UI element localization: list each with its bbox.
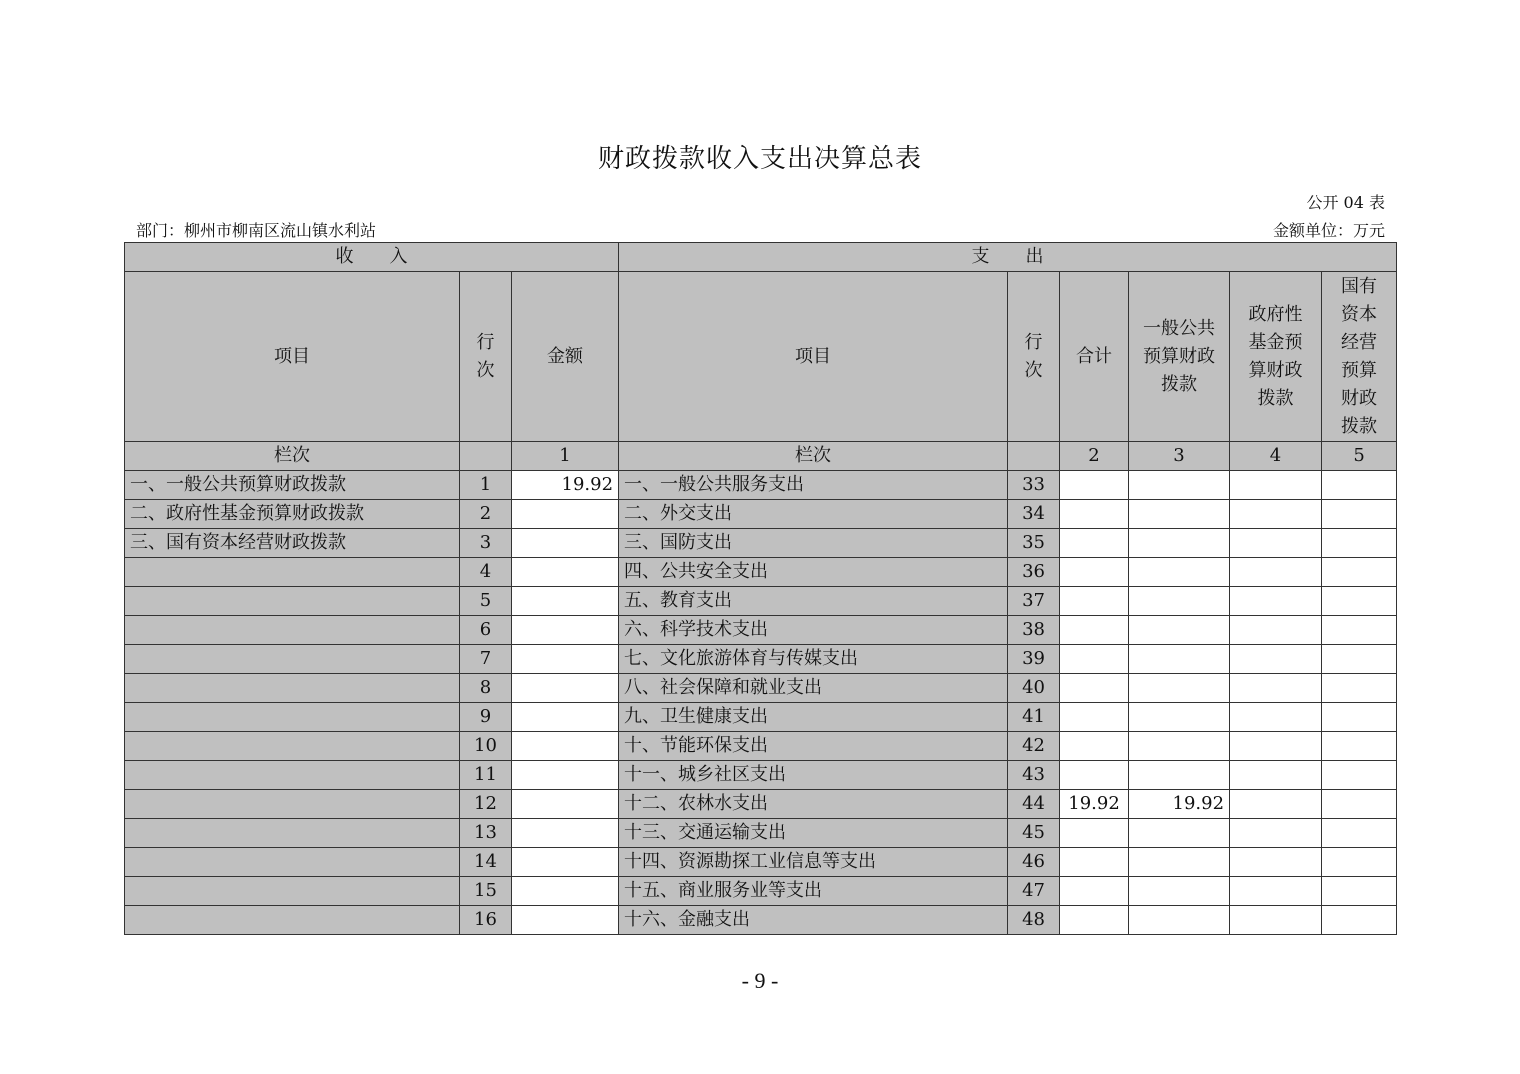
total-cell: 19.92 (1060, 790, 1129, 819)
expense-row-no-cell: 47 (1008, 877, 1060, 906)
income-item-cell: 三、国有资本经营财政拨款 (125, 529, 460, 558)
gov-fund-cell (1230, 703, 1322, 732)
state-capital-cell (1322, 761, 1397, 790)
state-capital-cell (1322, 703, 1397, 732)
state-capital-cell (1322, 732, 1397, 761)
income-item-cell (125, 877, 460, 906)
general-budget-cell (1129, 674, 1230, 703)
col-gov-fund: 政府性基金预算财政拨款 (1230, 272, 1322, 442)
expense-row-no-cell: 40 (1008, 674, 1060, 703)
table-row (125, 471, 1397, 500)
general-budget-cell (1129, 732, 1230, 761)
col-income-item: 项目 (125, 272, 460, 442)
gov-fund-cell (1230, 500, 1322, 529)
income-row-no-cell: 14 (460, 848, 512, 877)
total-cell (1060, 703, 1129, 732)
general-budget-cell (1129, 587, 1230, 616)
gov-fund-cell (1230, 906, 1322, 935)
expense-row-no-cell: 48 (1008, 906, 1060, 935)
gov-fund-cell (1230, 616, 1322, 645)
table-row (125, 616, 1397, 645)
expense-item-cell: 二、外交支出 (619, 500, 1008, 529)
table-row (125, 558, 1397, 587)
expense-item-cell: 十五、商业服务业等支出 (619, 877, 1008, 906)
expense-item-cell: 十四、资源勘探工业信息等支出 (619, 848, 1008, 877)
income-amount-cell (512, 761, 619, 790)
income-row-no-cell: 11 (460, 761, 512, 790)
gov-fund-cell (1230, 761, 1322, 790)
income-item-cell (125, 587, 460, 616)
budget-summary-table (124, 242, 1397, 935)
income-amount-cell (512, 906, 619, 935)
state-capital-cell (1322, 877, 1397, 906)
income-amount-cell (512, 732, 619, 761)
col-income-row-no: 行次 (460, 272, 512, 442)
state-capital-cell (1322, 471, 1397, 500)
expense-item-cell: 八、社会保障和就业支出 (619, 674, 1008, 703)
gov-fund-cell (1230, 790, 1322, 819)
total-cell (1060, 558, 1129, 587)
total-cell (1060, 819, 1129, 848)
gov-fund-cell (1230, 558, 1322, 587)
expense-item-cell: 一、一般公共服务支出 (619, 471, 1008, 500)
col-expense-row-no: 行次 (1008, 272, 1060, 442)
income-amount-cell (512, 587, 619, 616)
income-row-no-cell: 2 (460, 500, 512, 529)
page-number: - 9 - (741, 968, 779, 993)
page-bottom-margin (0, 935, 1520, 1074)
expense-item-cell: 十二、农林水支出 (619, 790, 1008, 819)
total-cell (1060, 645, 1129, 674)
table-row (125, 877, 1397, 906)
expense-item-cell: 十三、交通运输支出 (619, 819, 1008, 848)
income-item-cell (125, 761, 460, 790)
income-row-no-cell: 13 (460, 819, 512, 848)
expense-item-cell: 十六、金融支出 (619, 906, 1008, 935)
table-row (125, 761, 1397, 790)
income-amount-cell (512, 529, 619, 558)
lanci-expense-row-no (1008, 442, 1060, 471)
income-amount-cell (512, 703, 619, 732)
table-row (125, 529, 1397, 558)
income-row-no-cell: 15 (460, 877, 512, 906)
expense-item-cell: 七、文化旅游体育与传媒支出 (619, 645, 1008, 674)
state-capital-cell (1322, 587, 1397, 616)
lanci-income-label: 栏次 (125, 442, 460, 471)
lanci-state: 5 (1322, 442, 1397, 471)
column-header-row (125, 272, 1397, 442)
gov-fund-cell (1230, 819, 1322, 848)
state-capital-cell (1322, 819, 1397, 848)
income-row-no-cell: 3 (460, 529, 512, 558)
table-row (125, 674, 1397, 703)
table-row (125, 906, 1397, 935)
total-cell (1060, 674, 1129, 703)
gov-fund-cell (1230, 848, 1322, 877)
state-capital-cell (1322, 906, 1397, 935)
expense-row-no-cell: 41 (1008, 703, 1060, 732)
income-amount-cell (512, 616, 619, 645)
col-state-capital: 国有资本经营预算财政拨款 (1322, 272, 1397, 442)
lanci-income-amount: 1 (512, 442, 619, 471)
total-cell (1060, 906, 1129, 935)
lanci-fund: 4 (1230, 442, 1322, 471)
form-number: 公开 04 表 (1306, 193, 1385, 212)
lanci-expense-label: 栏次 (619, 442, 1008, 471)
income-row-no-cell: 16 (460, 906, 512, 935)
income-row-no-cell: 1 (460, 471, 512, 500)
expense-row-no-cell: 38 (1008, 616, 1060, 645)
table-row (125, 848, 1397, 877)
expense-row-no-cell: 44 (1008, 790, 1060, 819)
general-budget-cell (1129, 906, 1230, 935)
expense-item-cell: 六、科学技术支出 (619, 616, 1008, 645)
income-row-no-cell: 12 (460, 790, 512, 819)
col-income-amount: 金额 (512, 272, 619, 442)
expense-row-no-cell: 35 (1008, 529, 1060, 558)
income-item-cell (125, 674, 460, 703)
lanci-income-row-no (460, 442, 512, 471)
page-title: 财政拨款收入支出决算总表 (597, 144, 922, 174)
income-section-header: 收 入 (125, 243, 619, 272)
total-cell (1060, 529, 1129, 558)
income-item-cell (125, 645, 460, 674)
total-cell (1060, 471, 1129, 500)
income-amount-cell: 19.92 (512, 471, 619, 500)
expense-row-no-cell: 36 (1008, 558, 1060, 587)
income-item-cell: 一、一般公共预算财政拨款 (125, 471, 460, 500)
expense-row-no-cell: 34 (1008, 500, 1060, 529)
income-amount-cell (512, 558, 619, 587)
income-row-no-cell: 10 (460, 732, 512, 761)
state-capital-cell (1322, 848, 1397, 877)
income-amount-cell (512, 877, 619, 906)
expense-item-cell: 四、公共安全支出 (619, 558, 1008, 587)
state-capital-cell (1322, 790, 1397, 819)
expense-row-no-cell: 42 (1008, 732, 1060, 761)
state-capital-cell (1322, 529, 1397, 558)
state-capital-cell (1322, 500, 1397, 529)
income-amount-cell (512, 790, 619, 819)
income-item-cell (125, 819, 460, 848)
general-budget-cell (1129, 500, 1230, 529)
amount-unit-label: 金额单位：万元 (1272, 221, 1385, 240)
table-row (125, 703, 1397, 732)
income-row-no-cell: 6 (460, 616, 512, 645)
table-row (125, 645, 1397, 674)
income-row-no-cell: 5 (460, 587, 512, 616)
expense-item-cell: 三、国防支出 (619, 529, 1008, 558)
total-cell (1060, 877, 1129, 906)
general-budget-cell (1129, 529, 1230, 558)
table-row (125, 732, 1397, 761)
income-item-cell (125, 558, 460, 587)
income-row-no-cell: 9 (460, 703, 512, 732)
col-total: 合计 (1060, 272, 1129, 442)
gov-fund-cell (1230, 645, 1322, 674)
income-item-cell (125, 848, 460, 877)
general-budget-cell: 19.92 (1129, 790, 1230, 819)
col-general-budget: 一般公共预算财政拨款 (1129, 272, 1230, 442)
general-budget-cell (1129, 616, 1230, 645)
total-cell (1060, 587, 1129, 616)
state-capital-cell (1322, 558, 1397, 587)
gov-fund-cell (1230, 732, 1322, 761)
gov-fund-cell (1230, 587, 1322, 616)
income-item-cell (125, 703, 460, 732)
total-cell (1060, 732, 1129, 761)
general-budget-cell (1129, 471, 1230, 500)
table-row (125, 790, 1397, 819)
expense-row-no-cell: 45 (1008, 819, 1060, 848)
department-label: 部门：柳州市柳南区流山镇水利站 (136, 221, 377, 240)
expense-item-cell: 十一、城乡社区支出 (619, 761, 1008, 790)
gov-fund-cell (1230, 529, 1322, 558)
table-row (125, 500, 1397, 529)
expense-item-cell: 十、节能环保支出 (619, 732, 1008, 761)
income-amount-cell (512, 848, 619, 877)
general-budget-cell (1129, 558, 1230, 587)
income-item-cell (125, 616, 460, 645)
table-row (125, 819, 1397, 848)
total-cell (1060, 500, 1129, 529)
expense-item-cell: 五、教育支出 (619, 587, 1008, 616)
gov-fund-cell (1230, 674, 1322, 703)
general-budget-cell (1129, 703, 1230, 732)
income-item-cell: 二、政府性基金预算财政拨款 (125, 500, 460, 529)
expense-row-no-cell: 46 (1008, 848, 1060, 877)
lanci-general: 3 (1129, 442, 1230, 471)
general-budget-cell (1129, 819, 1230, 848)
income-row-no-cell: 8 (460, 674, 512, 703)
state-capital-cell (1322, 674, 1397, 703)
general-budget-cell (1129, 645, 1230, 674)
income-item-cell (125, 906, 460, 935)
income-amount-cell (512, 819, 619, 848)
income-amount-cell (512, 674, 619, 703)
income-item-cell (125, 732, 460, 761)
column-number-row (125, 442, 1397, 471)
state-capital-cell (1322, 645, 1397, 674)
income-amount-cell (512, 645, 619, 674)
expense-row-no-cell: 33 (1008, 471, 1060, 500)
general-budget-cell (1129, 877, 1230, 906)
gov-fund-cell (1230, 471, 1322, 500)
general-budget-cell (1129, 761, 1230, 790)
total-cell (1060, 848, 1129, 877)
income-amount-cell (512, 500, 619, 529)
income-row-no-cell: 4 (460, 558, 512, 587)
income-row-no-cell: 7 (460, 645, 512, 674)
table-row (125, 587, 1397, 616)
total-cell (1060, 616, 1129, 645)
expense-row-no-cell: 37 (1008, 587, 1060, 616)
income-item-cell (125, 790, 460, 819)
section-header-row (125, 243, 1397, 272)
expense-section-header: 支 出 (619, 243, 1397, 272)
expense-item-cell: 九、卫生健康支出 (619, 703, 1008, 732)
col-expense-item: 项目 (619, 272, 1008, 442)
lanci-total: 2 (1060, 442, 1129, 471)
expense-row-no-cell: 39 (1008, 645, 1060, 674)
state-capital-cell (1322, 616, 1397, 645)
expense-row-no-cell: 43 (1008, 761, 1060, 790)
total-cell (1060, 761, 1129, 790)
gov-fund-cell (1230, 877, 1322, 906)
general-budget-cell (1129, 848, 1230, 877)
